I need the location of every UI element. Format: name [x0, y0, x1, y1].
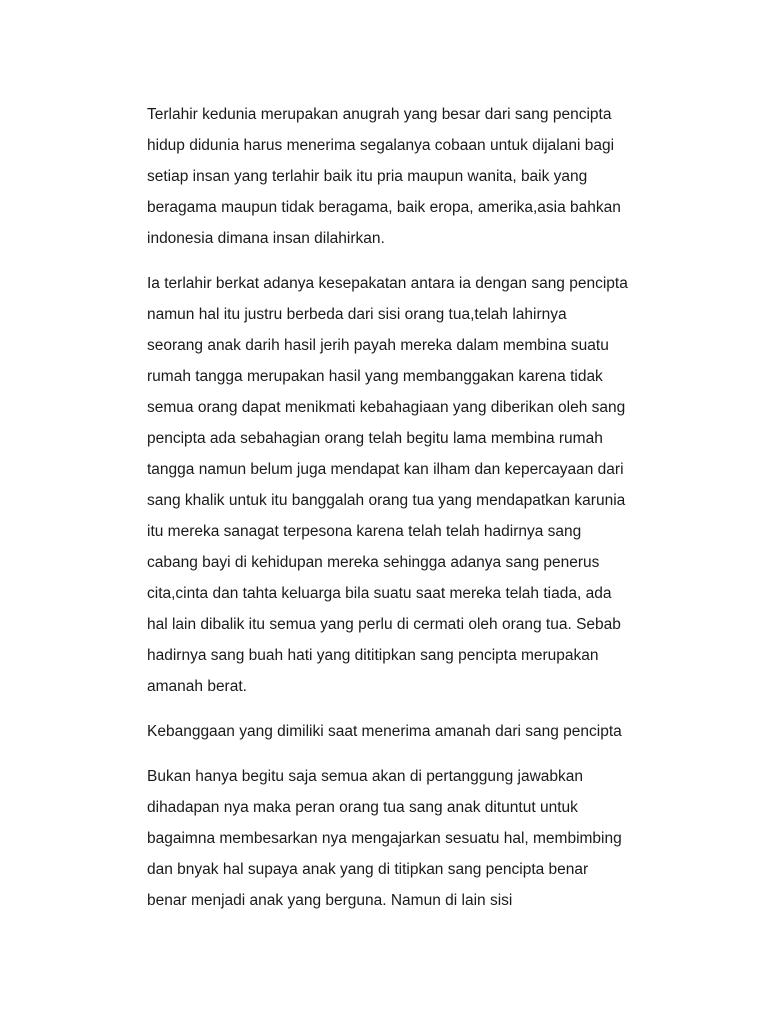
paragraph-4 [147, 761, 687, 916]
text-line: tangga namun belum juga mendapat kan ilham dan kepercayaan dari [147, 461, 624, 478]
text-line: rumah tangga merupakan hasil yang membanggakan karena tidak [147, 368, 603, 385]
document-body [147, 99, 687, 930]
text-line: hidup didunia harus menerima segalanya cobaan untuk dijalani bagi [147, 137, 615, 154]
text-line: hal lain dibalik itu semua yang perlu di cermati oleh orang tua. Sebab [147, 616, 621, 633]
text-line: dan bnyak hal supaya anak yang di titipkan sang pencipta benar [147, 861, 589, 878]
paragraph-3 [147, 716, 687, 747]
text-line: Terlahir kedunia merupakan anugrah yang besar dari sang pencipta [147, 106, 612, 123]
text-line: cita,cinta dan tahta keluarga bila suatu saat mereka telah tiada, ada [147, 585, 612, 602]
text-line: pencipta ada sebahagian orang telah begitu lama membina rumah [147, 430, 603, 447]
paragraph-2 [147, 268, 687, 702]
text-line: setiap insan yang terlahir baik itu pria maupun wanita, baik yang [147, 168, 588, 185]
text-line: sang khalik untuk itu banggalah orang tua yang mendapatkan karunia [147, 492, 626, 509]
text-line: cabang bayi di kehidupan mereka sehingga adanya sang penerus [147, 554, 600, 571]
text-line: indonesia dimana insan dilahirkan. [147, 230, 385, 247]
text-line: Ia terlahir berkat adanya kesepakatan antara ia dengan sang pencipta [147, 275, 628, 292]
text-line: Bukan hanya begitu saja semua akan di pertanggung jawabkan [147, 768, 584, 785]
text-line: Kebanggaan yang dimiliki saat menerima amanah dari sang pencipta [147, 723, 622, 740]
text-line: itu mereka sanagat terpesona karena telah telah hadirnya sang [147, 523, 582, 540]
text-line: beragama maupun tidak beragama, baik eropa, amerika,asia bahkan [147, 199, 621, 216]
text-line: dihadapan nya maka peran orang tua sang anak dituntut untuk [147, 799, 578, 816]
text-line: seorang anak darih hasil jerih payah mereka dalam membina suatu [147, 337, 609, 354]
text-line: benar menjadi anak yang berguna. Namun di lain sisi [147, 892, 513, 909]
text-line: semua orang dapat menikmati kebahagiaan yang diberikan oleh sang [147, 399, 626, 416]
text-line: bagaimna membesarkan nya mengajarkan sesuatu hal, membimbing [147, 830, 622, 847]
text-line: namun hal itu justru berbeda dari sisi orang tua,telah lahirnya [147, 306, 567, 323]
text-line: amanah berat. [147, 678, 247, 695]
text-line: hadirnya sang buah hati yang dititipkan sang pencipta merupakan [147, 647, 599, 664]
paragraph-1 [147, 99, 687, 254]
